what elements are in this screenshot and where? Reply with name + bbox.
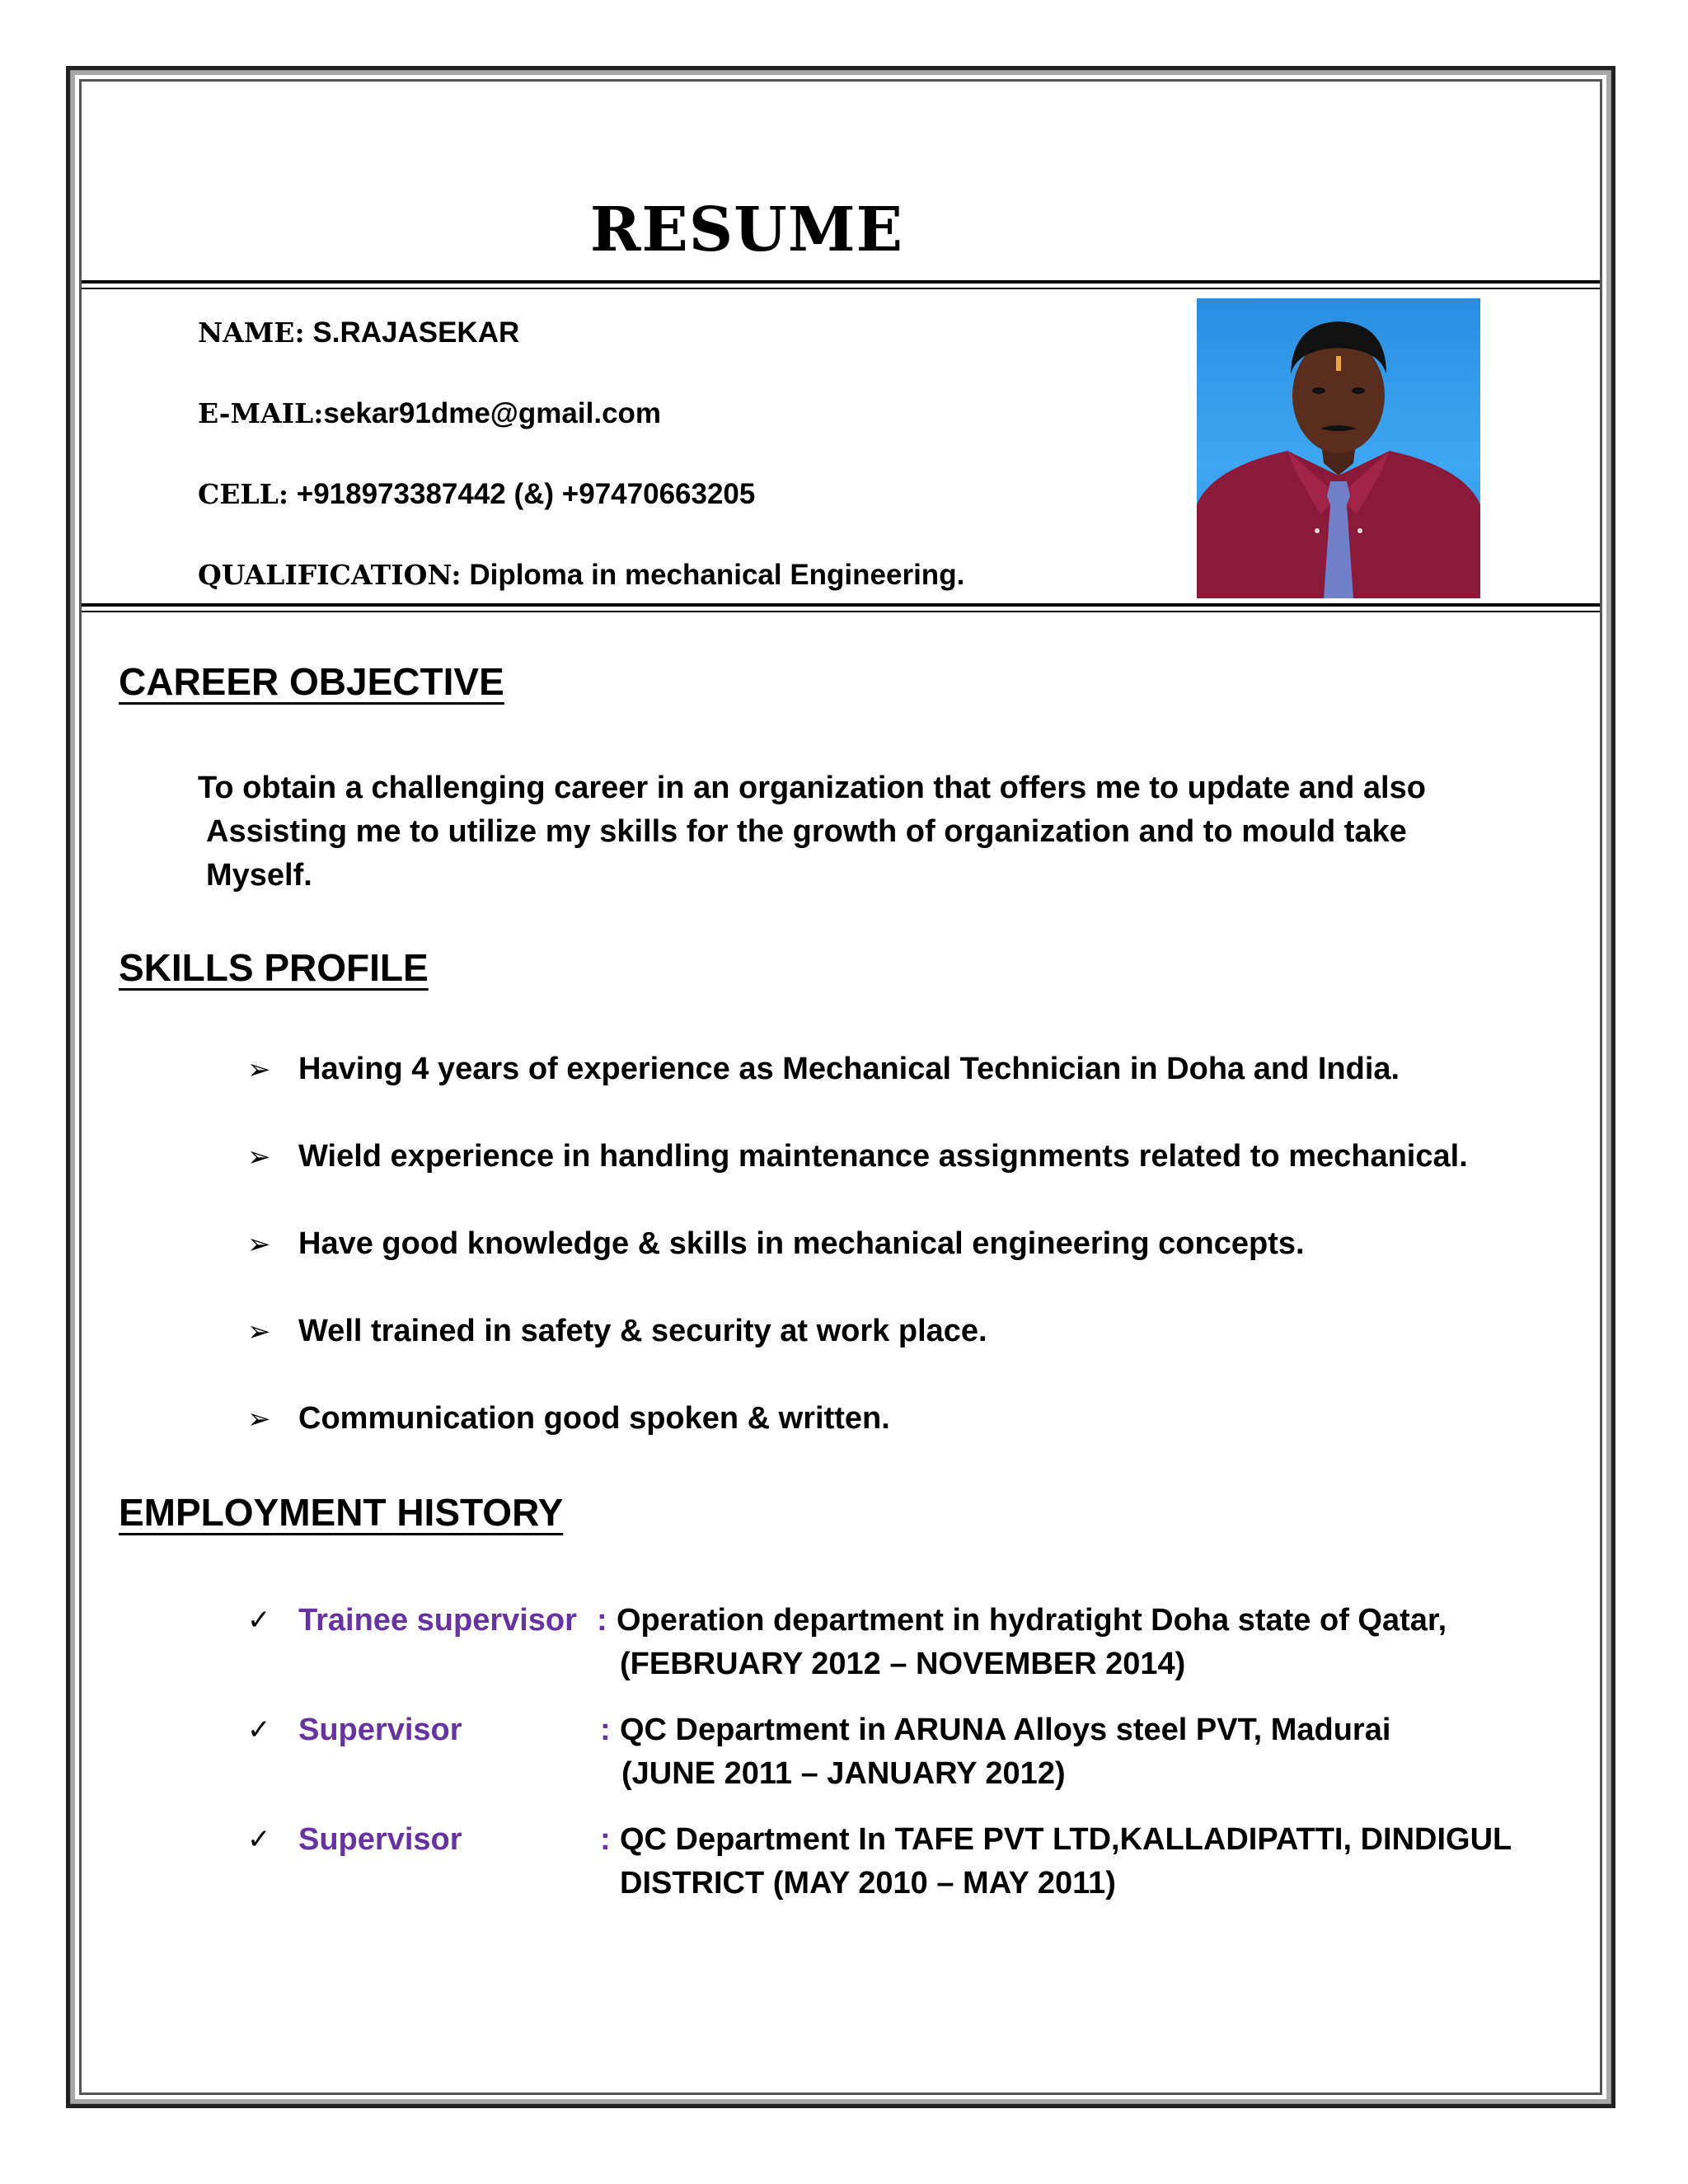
qualification-line (198, 559, 964, 592)
skill-item: ➢ Wield experience in handling maintenance assignments related to mechanical. (247, 1139, 1468, 1174)
skills-profile-heading: SKILLS PROFILE (119, 946, 429, 989)
job-description: QC Department in ARUNA Alloys steel PVT, Madurai (620, 1713, 1391, 1747)
cell-line (198, 478, 755, 511)
name-line (198, 316, 519, 349)
header-divider (82, 603, 1600, 612)
arrow-bullet-icon: ➢ (247, 1229, 271, 1260)
objective-line-1: To obtain a challenging career in an organization that offers me to update and also (198, 771, 1426, 805)
job-role: Supervisor (298, 1822, 462, 1857)
arrow-bullet-icon: ➢ (247, 1404, 271, 1435)
skill-item: ➢ Well trained in safety & security at work place. (247, 1314, 987, 1348)
email-value: sekar91dme@gmail.com (323, 397, 662, 429)
job-description: QC Department In TAFE PVT LTD,KALLADIPATTI, DINDIGUL (620, 1822, 1512, 1857)
skill-item: ➢ Communication good spoken & written. (247, 1401, 890, 1436)
name-value: S.RAJASEKAR (312, 316, 520, 349)
check-icon: ✓ (247, 1605, 271, 1636)
title-divider (82, 280, 1600, 289)
check-icon: ✓ (247, 1714, 271, 1746)
job-role: Trainee supervisor (298, 1603, 577, 1638)
check-icon: ✓ (247, 1824, 271, 1855)
skill-item: ➢ Having 4 years of experience as Mechanical Technician in Doha and India. (247, 1052, 1400, 1086)
name-label: NAME: (198, 316, 305, 349)
job-period: (JUNE 2011 – JANUARY 2012) (621, 1756, 1066, 1791)
role-separator: : (600, 1713, 611, 1747)
objective-line-2: Assisting me to utilize my skills for the growth of organization and to mould take (206, 814, 1407, 849)
job-role: Supervisor (298, 1713, 462, 1747)
arrow-bullet-icon: ➢ (247, 1141, 271, 1173)
role-separator: : (600, 1822, 611, 1857)
skill-item: ➢ Have good knowledge & skills in mechanical engineering concepts. (247, 1226, 1305, 1261)
email-line (198, 397, 661, 430)
job-description: Operation department in hydratight Doha state of Qatar, (617, 1603, 1447, 1638)
job-period: DISTRICT (MAY 2010 – MAY 2011) (620, 1866, 1116, 1900)
cell-label: CELL: (198, 478, 289, 510)
profile-photo (1197, 298, 1480, 598)
job-period: (FEBRUARY 2012 – NOVEMBER 2014) (620, 1647, 1186, 1681)
qualification-value: Diploma in mechanical Engineering. (469, 559, 965, 591)
career-objective-heading: CAREER OBJECTIVE (119, 660, 504, 703)
objective-line-3: Myself. (206, 858, 312, 893)
arrow-bullet-icon: ➢ (247, 1054, 271, 1085)
arrow-bullet-icon: ➢ (247, 1316, 271, 1347)
email-label: E-MAIL: (198, 397, 324, 429)
cell-value: +918973387442 (&) +97470663205 (296, 478, 756, 510)
resume-title: RESUME (589, 194, 904, 265)
qualification-label: QUALIFICATION: (198, 559, 462, 591)
role-separator: : (597, 1603, 607, 1638)
employment-history-heading: EMPLOYMENT HISTORY (119, 1491, 564, 1534)
portrait-illustration (1197, 298, 1480, 598)
career-objective-text (198, 766, 1484, 898)
